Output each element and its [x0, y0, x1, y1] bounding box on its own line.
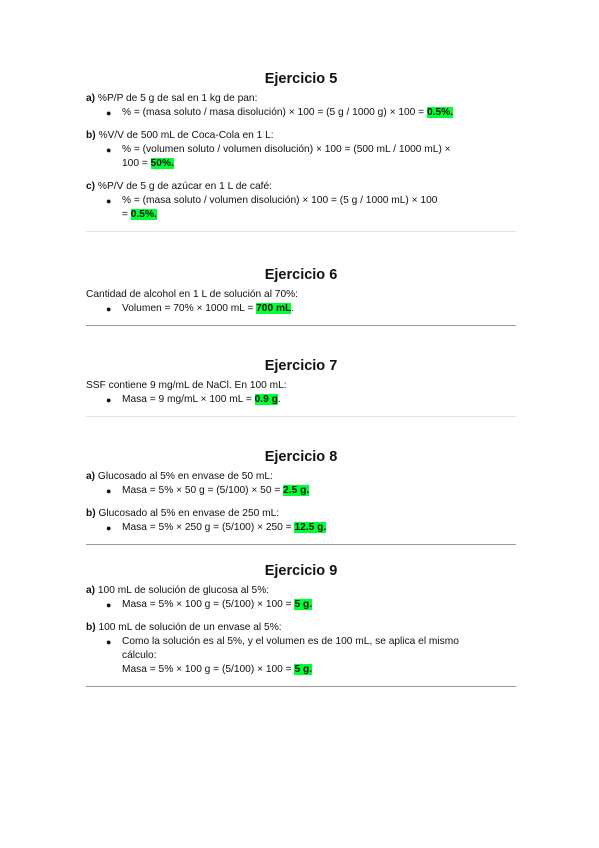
bullet-icon: ● [106, 108, 112, 118]
exercise-8-b-list [86, 521, 516, 535]
exercise-6-text: Cantidad de alcohol en 1 L de solución al 70%: [86, 289, 299, 300]
highlighted-result: 2.5 g. [283, 485, 310, 496]
exercise-9-part-b: b) 100 mL de solución de un envase al 5%: [86, 622, 282, 633]
exercise-9 [86, 562, 516, 687]
bullet-icon: ● [106, 637, 112, 647]
exercise-6 [86, 266, 516, 326]
highlighted-result: 5 g. [294, 664, 313, 675]
exercise-9-a-list [86, 598, 516, 612]
highlighted-result: 0.9 g [254, 394, 278, 405]
list-item: ● Masa = 9 mg/mL × 100 mL = 0.9 g. [106, 394, 281, 405]
exercise-5-title: Ejercicio 5 [264, 71, 338, 87]
exercise-9-title: Ejercicio 9 [264, 563, 338, 579]
bullet-icon: ● [106, 304, 112, 314]
bullet-icon: ● [106, 523, 112, 533]
list-item: ● % = (volumen soluto / volumen disolución) × 100 = (500 mL / 1000 mL) × 100 = 50%. [106, 144, 451, 169]
exercise-5-part-a: a) %P/P de 5 g de sal en 1 kg de pan: [86, 93, 258, 104]
exercise-6-title: Ejercicio 6 [264, 267, 338, 283]
list-item: ● Masa = 5% × 250 g = (5/100) × 250 = 12.5 g. [106, 522, 327, 533]
exercise-5-part-c: c) %P/V de 5 g de azúcar en 1 L de café: [86, 181, 272, 192]
exercise-8-part-a: a) Glucosado al 5% en envase de 50 mL: [86, 471, 273, 482]
exercise-5-a-list [86, 106, 516, 120]
exercise-9-b-list [86, 635, 516, 677]
list-item: ● Masa = 5% × 50 g = (5/100) × 50 = 2.5 g. [106, 485, 310, 496]
highlighted-result: 5 g. [294, 599, 313, 610]
bullet-icon: ● [106, 486, 112, 496]
exercise-8-title: Ejercicio 8 [264, 449, 338, 465]
list-item: ● Masa = 5% × 100 g = (5/100) × 100 = 5 g. [106, 599, 313, 610]
exercise-6-list [86, 302, 516, 316]
list-item: ● % = (masa soluto / volumen disolución) × 100 = (5 g / 1000 mL) × 100 = 0.5%. [106, 195, 438, 220]
bullet-icon: ● [106, 600, 112, 610]
exercise-8-part-b: b) Glucosado al 5% en envase de 250 mL: [86, 508, 280, 519]
part-a-label: a) [86, 93, 96, 104]
bullet-icon: ● [106, 395, 112, 405]
bullet-icon: ● [106, 145, 112, 155]
bullet-icon: ● [106, 196, 112, 206]
exercise-7 [86, 357, 516, 417]
exercise-5-c-list [86, 194, 516, 222]
highlighted-result: 0.5%. [426, 107, 454, 118]
exercise-8 [86, 448, 516, 545]
divider [86, 686, 516, 687]
exercise-9-part-a: a) 100 mL de solución de glucosa al 5%: [86, 585, 270, 596]
list-item: ● Volumen = 70% × 1000 mL = 700 mL. [106, 303, 295, 314]
document-page [86, 70, 516, 687]
highlighted-result: 12.5 g. [294, 522, 327, 533]
exercise-8-a-list [86, 484, 516, 498]
exercise-7-list [86, 393, 516, 407]
list-item: ● Como la solución es al 5%, y el volumen es de 100 mL, se aplica el mismo cálculo: Masa = 5% × 100 g = (5/100) × 100 = 5 g. [106, 636, 459, 675]
exercise-5-b-list [86, 143, 516, 171]
highlighted-result: 700 mL [256, 303, 292, 314]
highlighted-result: 0.5%. [130, 209, 157, 220]
list-item: ● % = (masa soluto / masa disolución) × 100 = (5 g / 1000 g) × 100 = 0.5%. [106, 107, 454, 118]
exercise-7-text: SSF contiene 9 mg/mL de NaCl. En 100 mL: [86, 380, 287, 391]
highlighted-result: 50%. [150, 158, 174, 169]
exercise-5 [86, 70, 516, 232]
exercise-7-title: Ejercicio 7 [264, 358, 338, 374]
exercise-5-part-b: b) %V/V de 500 mL de Coca-Cola en 1 L: [86, 130, 274, 141]
